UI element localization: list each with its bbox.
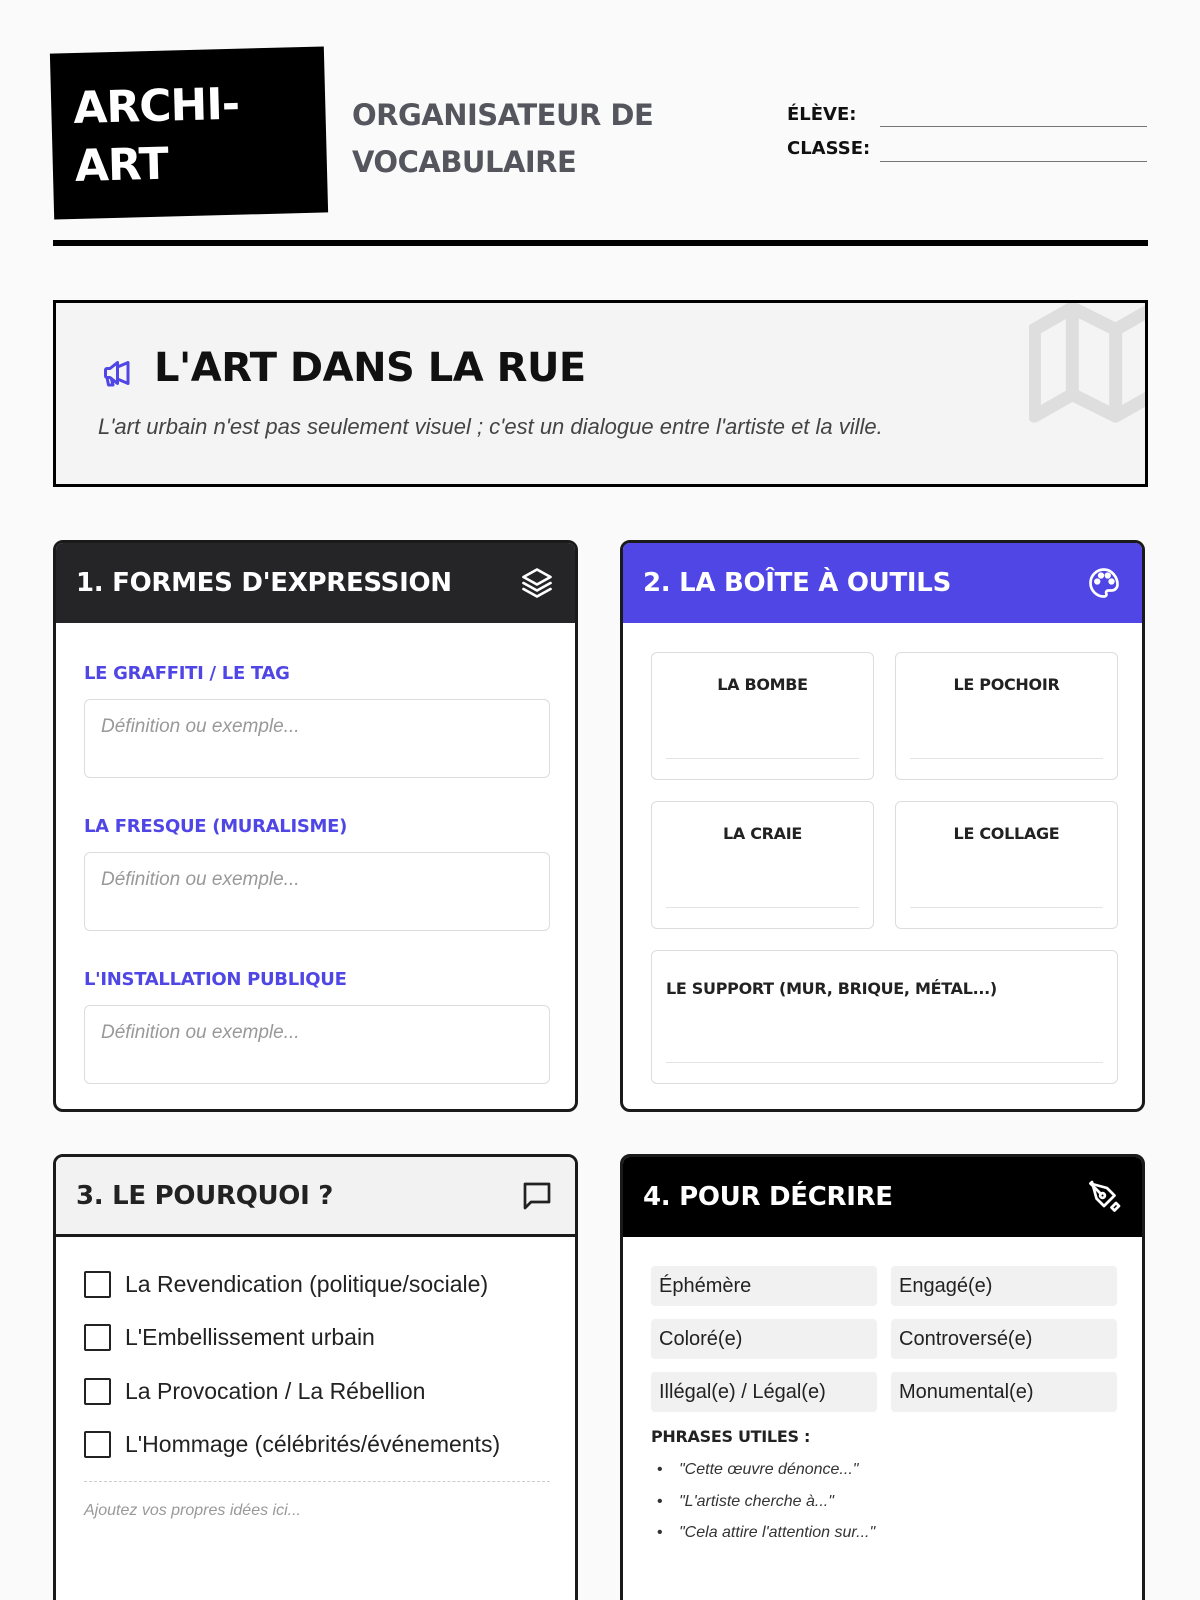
pen-tool-icon <box>1086 1179 1122 1215</box>
card-header <box>56 543 575 623</box>
answer-line <box>666 907 859 908</box>
card-title: 4. POUR DÉCRIRE <box>643 1182 893 1212</box>
checkbox[interactable] <box>84 1378 111 1405</box>
adjective-chip: Illégal(e) / Légal(e) <box>651 1372 877 1412</box>
tool-box[interactable] <box>651 801 874 929</box>
logo-line-2: ART <box>74 138 169 192</box>
banner-subtitle: L'art urbain n'est pas seulement visuel ; c'est un dialogue entre l'artiste et la ville. <box>98 414 883 439</box>
card-header <box>56 1157 575 1237</box>
card-describe <box>620 1154 1145 1600</box>
class-name-field[interactable] <box>880 161 1147 162</box>
header-divider <box>53 240 1148 246</box>
checkbox[interactable] <box>84 1271 111 1298</box>
card-header <box>623 543 1142 623</box>
checkbox[interactable] <box>84 1324 111 1351</box>
answer-line <box>666 758 859 759</box>
reason-label: La Provocation / La Rébellion <box>125 1378 426 1404</box>
map-icon <box>1029 300 1148 427</box>
tool-box-wide[interactable] <box>651 950 1118 1084</box>
card-title: 2. LA BOÎTE À OUTILS <box>643 568 951 598</box>
adjective-chip: Engagé(e) <box>891 1266 1117 1306</box>
useful-phrase: • "Cette œuvre dénonce..." <box>657 1461 858 1479</box>
tool-box[interactable] <box>895 801 1118 929</box>
card-title: 3. LE POURQUOI ? <box>76 1180 334 1211</box>
student-name-field[interactable] <box>880 126 1147 127</box>
adjective-chip: Controversé(e) <box>891 1319 1117 1359</box>
palette-icon <box>1086 565 1122 601</box>
card-header <box>623 1157 1142 1237</box>
reason-label: L'Embellissement urbain <box>125 1324 375 1350</box>
adjective-chip: Coloré(e) <box>651 1319 877 1359</box>
theme-banner <box>53 300 1148 487</box>
reason-checkbox-item[interactable] <box>84 1271 488 1298</box>
reason-checkbox-item[interactable] <box>84 1324 375 1351</box>
reason-checkbox-item[interactable] <box>84 1431 500 1458</box>
megaphone-icon <box>98 355 134 391</box>
own-ideas-input[interactable]: Ajoutez vos propres idées ici... <box>84 1502 301 1519</box>
definition-input[interactable]: Définition ou exemple... <box>84 1005 550 1084</box>
definition-input[interactable]: Définition ou exemple... <box>84 852 550 931</box>
tool-name: LE POCHOIR <box>953 675 1060 694</box>
tool-name: LA CRAIE <box>722 824 803 843</box>
class-label: CLASSE: <box>787 138 871 159</box>
answer-line <box>666 1062 1103 1063</box>
term-label: LA FRESQUE (MURALISME) <box>84 816 348 837</box>
answer-line <box>910 758 1103 759</box>
reason-label: L'Hommage (célébrités/événements) <box>125 1431 501 1457</box>
banner-title: L'ART DANS LA RUE <box>154 345 586 391</box>
logo-line-1: ARCHI- <box>72 78 240 135</box>
adjective-chip: Éphémère <box>651 1266 877 1306</box>
tool-box[interactable] <box>651 652 874 780</box>
tool-name: LA BOMBE <box>717 675 808 694</box>
tool-box[interactable] <box>895 652 1118 780</box>
document-title-line-2: VOCABULAIRE <box>352 145 577 179</box>
card-why <box>53 1154 578 1600</box>
card-title: 1. FORMES D'EXPRESSION <box>76 568 452 598</box>
dashed-divider <box>84 1481 550 1482</box>
checkbox[interactable] <box>84 1431 111 1458</box>
useful-phrase: • "Cela attire l'attention sur..." <box>657 1524 875 1542</box>
reason-label: La Revendication (politique/sociale) <box>125 1271 489 1297</box>
term-label: L'INSTALLATION PUBLIQUE <box>84 969 347 990</box>
useful-phrase: • "L'artiste cherche à..." <box>657 1493 834 1511</box>
card-forms-of-expression <box>53 540 578 1112</box>
layers-icon <box>519 565 555 601</box>
answer-line <box>910 907 1103 908</box>
logo <box>50 46 328 219</box>
document-title-line-1: ORGANISATEUR DE <box>352 98 654 132</box>
definition-input[interactable]: Définition ou exemple... <box>84 699 550 778</box>
useful-phrases-title: PHRASES UTILES : <box>651 1427 811 1446</box>
speech-bubble-icon <box>519 1178 555 1214</box>
adjective-chip: Monumental(e) <box>891 1372 1117 1412</box>
student-label: ÉLÈVE: <box>787 104 857 125</box>
reason-checkbox-item[interactable] <box>84 1378 425 1405</box>
tool-name: LE COLLAGE <box>953 824 1060 843</box>
tool-name: LE SUPPORT (MUR, BRIQUE, MÉTAL...) <box>666 979 997 998</box>
document-title <box>352 92 732 186</box>
term-label: LE GRAFFITI / LE TAG <box>84 663 290 684</box>
card-toolbox <box>620 540 1145 1112</box>
